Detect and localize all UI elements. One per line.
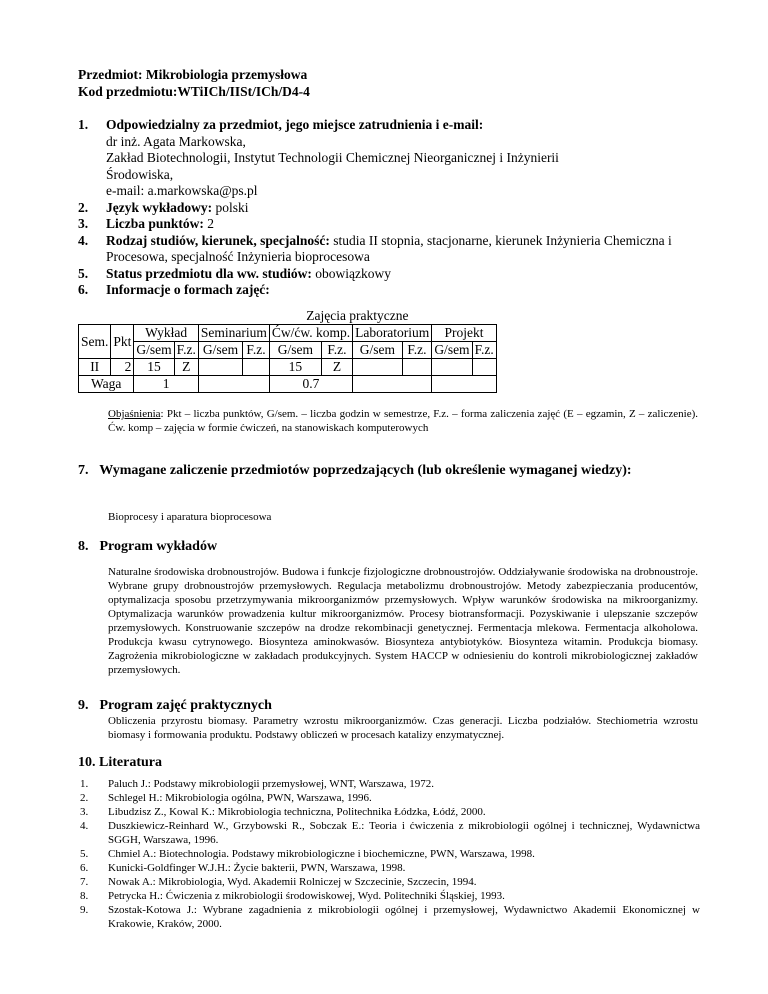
literature-list <box>80 777 700 931</box>
list-item: 4. Duszkiewicz-Reinhard W., Grzybowski R., Sobczak E.: Teoria i ćwiczenia z mikrobiologii ogólnej i technicznej, Wydawnictwa SGGH, Warszawa, 1996. <box>80 820 700 846</box>
info-item-points: 3. Liczba punktów: 2 <box>78 216 215 231</box>
section-7-heading: 7. Wymagane zaliczenie przedmiotów poprzedzających (lub określenie wymaganej wiedzy): <box>78 463 632 478</box>
col-pkt: Pkt <box>111 325 134 359</box>
col-project: Projekt <box>432 325 496 342</box>
course-info-list <box>78 117 718 299</box>
list-item: 9. Szostak-Kotowa J.: Wybrane zagadnienia z mikrobiologii ogólnej i przemysłowej, Wydawnictwo Akademii Ekonomicznej w Krakowie, Kraków, 2000. <box>80 904 700 930</box>
section-9-body: Obliczenia przyrostu biomasy. Parametry wzrostu mikroorganizmów. Czas generacji. Liczba podziałów. Stechiometria wzrostu biomasy i formowania produktu. Podstawy obliczeń w procesach katalizy enzymatycznej. <box>108 715 698 741</box>
info-item-language: 2. Język wykładowy: polski <box>78 199 249 215</box>
col-sem: Sem. <box>79 325 111 359</box>
subject-title: Przedmiot: Mikrobiologia przemysłowa <box>78 67 308 82</box>
list-item: 7. Nowak A.: Mikrobiologia, Wyd. Akademii Rolniczej w Szczecinie, Szczecin, 1994. <box>80 876 477 888</box>
info-item-study-type: 4. Rodzaj studiów, kierunek, specjalność: studia II stopnia, stacjonarne, kierunek Inżynieria Chemiczna i Procesowa, specjalność Inżynieria bioprocesowa <box>78 232 672 264</box>
responsible-unit-cont: Środowiska, <box>106 166 174 182</box>
table-explanation: Objaśnienia: Pkt – liczba punktów, G/sem. – liczba godzin w semestrze, F.z. – forma zaliczenia zajęć (E – egzamin, Z – zaliczenie). Ćw. komp – zajęcia w formie ćwiczeń, na stanowiskach komputerowych <box>108 408 698 434</box>
responsible-email: e-mail: a.markowska@ps.pl <box>106 183 258 198</box>
practical-classes-header: Zajęcia praktyczne <box>306 308 409 323</box>
section-8-body: Naturalne środowiska drobnoustrojów. Budowa i funkcje fizjologiczne drobnoustrojów. Oddziaływanie środowiska na drobnoustroje. Wybrane grupy drobnoustrojów przemysłowych. Regulacja metabolizmu drobnoustrojów. Metody zabezpieczania producentów, optymalizacja sposobu przetrzymywania mikroorganizmów przemysłowych. Wpływ warunków środowiska na mikroorganizmy. Optymalizacja warunków prowadzenia kultur mikroorganizmów. Procesy biotransformacji. Pozyskiwanie i ulepszanie szczepów przemysłowych. Konstruowanie szczepów na drodze rekombinacji genetycznej. Fermentacja mlekowa. Fermentacja alkoholowa. Produkcja kwasu cytrynowego. Biosynteza aminokwasów. Biosynteza antybiotyków. Biosynteza witamin. Produkcja biomasy. Zagrożenia mikrobiologiczne w zakładach produkcyjnych. System HACCP w odniesieniu do kontroli mikrobiologicznej zakładów przemysłowych. <box>108 566 698 676</box>
document-header <box>78 66 310 100</box>
list-item: 5. Chmiel A.: Biotechnologia. Podstawy mikrobiologiczne i biochemiczne, PWN, Warszawa, 1998. <box>80 848 535 860</box>
info-key: Odpowiedzialny za przedmiot, jego miejsce zatrudnienia i e-mail: <box>106 117 484 132</box>
table-row: II 2 15 Z 15 Z <box>79 359 497 376</box>
list-item: 8. Petrycka H.: Ćwiczenia z mikrobiologii środowiskowej, Wyd. Politechniki Śląskiej, 1993. <box>80 890 505 902</box>
col-exercises: Ćw/ćw. komp. <box>269 325 352 342</box>
table-row-weight: Waga 1 0.7 <box>79 376 497 393</box>
col-seminar: Seminarium <box>198 325 269 342</box>
info-item-forms: 6. Informacje o formach zajęć: <box>78 282 270 297</box>
section-8-heading: 8. Program wykładów <box>78 539 218 554</box>
subject-code: Kod przedmiotu:WTiICh/IISt/ICh/D4-4 <box>78 84 310 99</box>
col-lecture: Wykład <box>134 325 198 342</box>
section-7-body: Bioprocesy i aparatura bioprocesowa <box>108 511 272 523</box>
class-forms-table: Zajęcia praktyczne Sem. Pkt Wykład Seminarium Ćw/ćw. komp. Laboratorium Projekt G/sem F.z. G/sem F.z. G/sem F.z. G/sem F.z. G/sem F.z. II 2 15 Z 15 Z Waga 1 0.7 <box>78 308 497 393</box>
info-item-responsible: 1. Odpowiedzialny za przedmiot, jego miejsce zatrudnienia i e-mail: dr inż. Agata Markowska, Zakład Biotechnologii, Instytut Technologii Chemicznej Nieorganicznej i Inżynierii Środowiska, e-mail: a.markowska@ps.pl <box>78 117 718 200</box>
responsible-unit: Zakład Biotechnologii, Instytut Technologii Chemicznej Nieorganicznej i Inżynierii <box>106 150 559 165</box>
section-10-heading: 10. Literatura <box>78 755 162 770</box>
list-item: 2. Schlegel H.: Mikrobiologia ogólna, PWN, Warszawa, 1996. <box>80 792 372 804</box>
list-item: 6. Kunicki-Goldfinger W.J.H.: Życie bakterii, PWN, Warszawa, 1998. <box>80 862 406 874</box>
list-item: 3. Libudzisz Z., Kowal K.: Mikrobiologia techniczna, Politechnika Łódzka, Łódź, 2000. <box>80 806 486 818</box>
info-item-status: 5. Status przedmiotu dla ww. studiów: obowiązkowy <box>78 265 392 281</box>
col-laboratory: Laboratorium <box>353 325 432 342</box>
section-9-heading: 9. Program zajęć praktycznych <box>78 698 272 713</box>
responsible-name: dr inż. Agata Markowska, <box>106 133 246 149</box>
list-item: 1. Paluch J.: Podstawy mikrobiologii przemysłowej, WNT, Warszawa, 1972. <box>80 778 435 790</box>
